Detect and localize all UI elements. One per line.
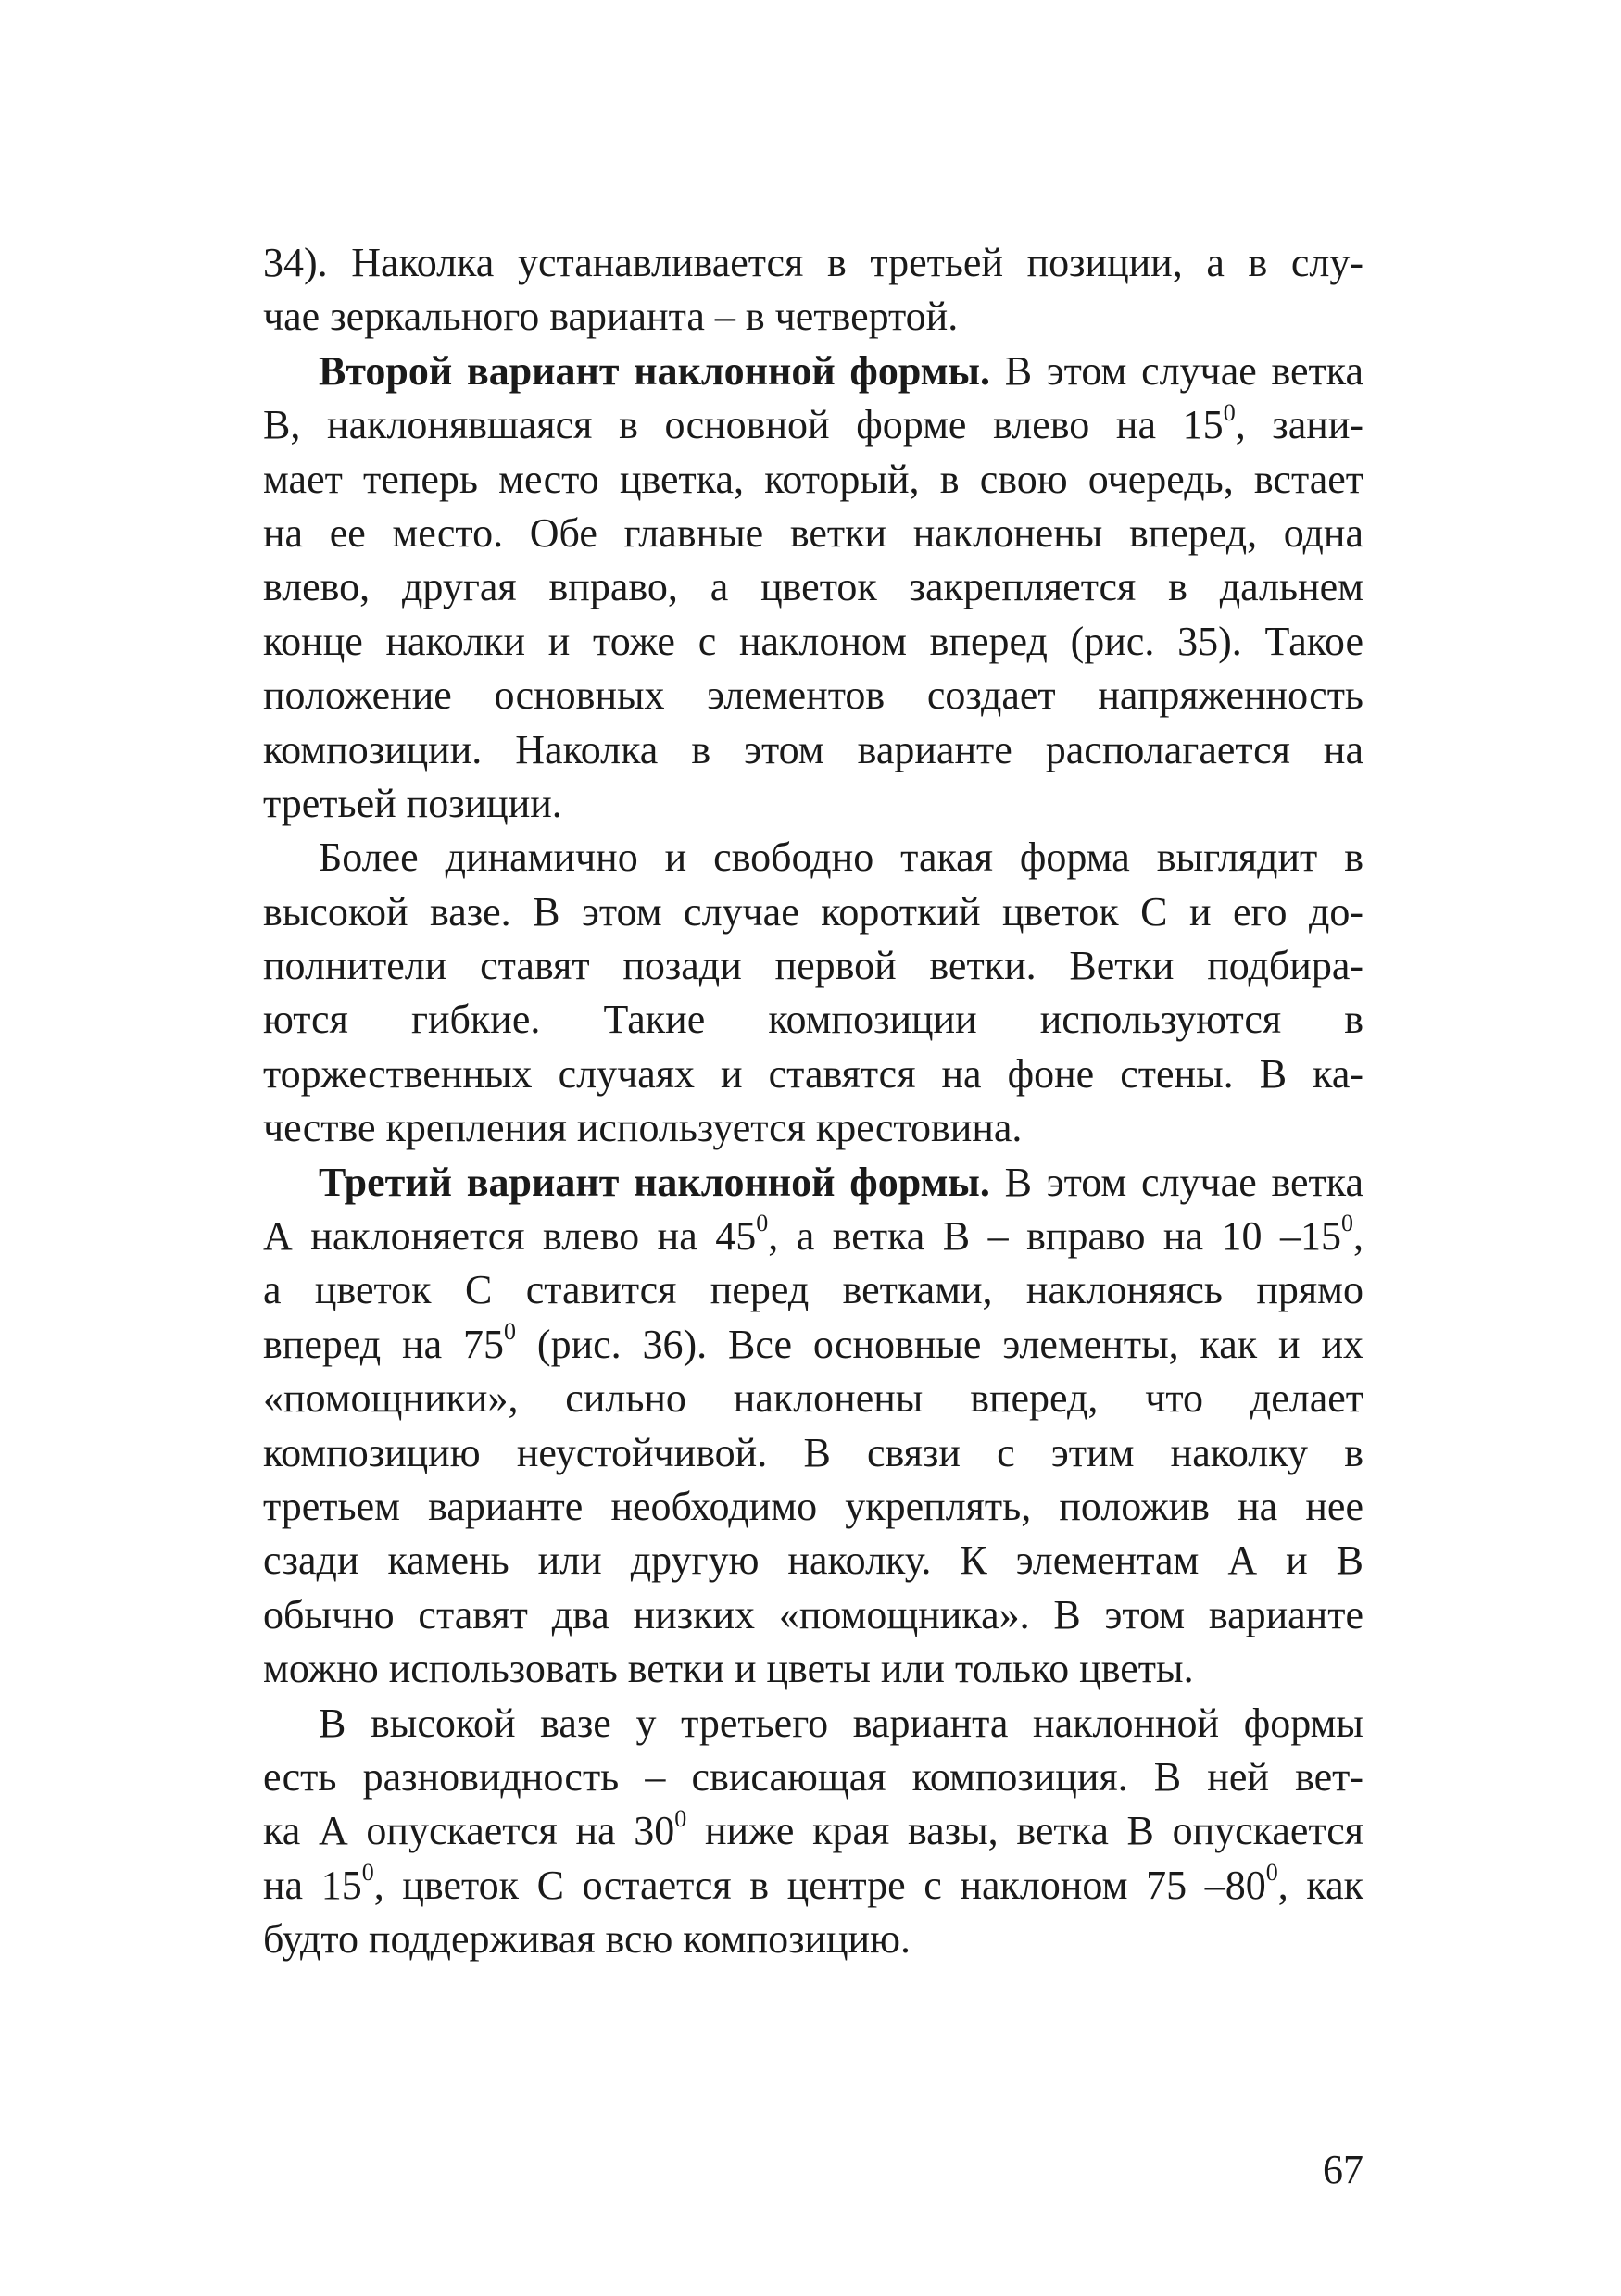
text-line: а цветок С ставится перед ветками, наклоняясь прямо xyxy=(263,1267,1363,1313)
text-fragment: В этом случае ветка xyxy=(989,347,1363,394)
text-line: ются гибкие. Такие композиции используются в xyxy=(263,997,1363,1043)
text-line xyxy=(263,398,1363,452)
body-text xyxy=(263,236,1363,1967)
text-line: мает теперь место цветка, который, в свою очередь, встает xyxy=(263,456,1363,502)
text-line: обычно ставят два низких «помощника». В этом варианте xyxy=(263,1591,1363,1637)
text-line xyxy=(263,1859,1363,1913)
text-fragment: А наклоняется влево на 45 xyxy=(263,1213,757,1260)
text-fragment: , а ветка В – вправо на 10 –15 xyxy=(768,1213,1342,1260)
text-line: положение основных элементов создает напряженность xyxy=(263,672,1363,719)
text-line: «помощники», сильно наклонены вперед, что делает xyxy=(263,1375,1363,1422)
text-line: честве крепления используется крестовина. xyxy=(263,1105,1023,1151)
text-line: В высокой вазе у третьего варианта наклонной формы xyxy=(319,1700,1363,1746)
section-heading: Второй вариант наклонной формы. xyxy=(319,347,990,394)
text-fragment: вперед на 75 xyxy=(263,1321,505,1367)
degree-mark: 0 xyxy=(361,1859,374,1887)
text-fragment: на 15 xyxy=(263,1862,362,1908)
text-line: конце наколки и тоже с наклоном вперед (рис. 35). Такое xyxy=(263,618,1363,664)
text-line: третьем варианте необходимо укреплять, положив на нее xyxy=(263,1483,1363,1529)
text-line xyxy=(263,1804,1363,1858)
text-line: композиции. Наколка в этом варианте располагается на xyxy=(263,726,1363,772)
page-number: 67 xyxy=(1323,2147,1363,2192)
text-line: есть разновидность – свисающая композиция. В ней вет- xyxy=(263,1753,1363,1800)
text-line: на ее место. Обе главные ветки наклонены вперед, одна xyxy=(263,509,1363,556)
text-line: полнители ставят позади первой ветки. Ветки подбира- xyxy=(263,943,1363,989)
degree-mark: 0 xyxy=(1341,1210,1354,1237)
degree-mark: 0 xyxy=(1223,398,1236,426)
degree-mark: 0 xyxy=(1265,1859,1278,1887)
text-fragment: , зани- xyxy=(1235,402,1364,448)
text-fragment: , xyxy=(1353,1213,1364,1260)
text-line: 34). Наколка устанавливается в третьей позиции, а в слу- xyxy=(263,240,1363,285)
text-fragment: В, наклонявшаяся в основной форме влево на 15 xyxy=(263,402,1224,448)
text-line: композицию неустойчивой. В связи с этим наколку в xyxy=(263,1429,1363,1475)
text-line xyxy=(263,1156,1363,1210)
text-fragment: , цветок С остается в центре с наклоном 75 –80 xyxy=(373,1862,1266,1908)
text-line: торжественных случаях и ставятся на фоне стены. В ка- xyxy=(263,1050,1363,1097)
text-fragment: , как xyxy=(1277,1862,1364,1908)
text-line: сзади камень или другую наколку. К элементам А и В xyxy=(263,1537,1363,1584)
text-line: можно использовать ветки и цветы или только цветы. xyxy=(263,1646,1194,1692)
degree-mark: 0 xyxy=(504,1318,517,1346)
text-line: высокой вазе. В этом случае короткий цветок С и его до- xyxy=(263,888,1363,935)
section-heading: Третий вариант наклонной формы. xyxy=(319,1159,990,1205)
text-line: третьей позиции. xyxy=(263,780,562,826)
degree-mark: 0 xyxy=(674,1804,687,1832)
text-fragment: ка А опускается на 30 xyxy=(263,1808,675,1854)
text-line xyxy=(263,1318,1363,1372)
text-line: Более динамично и свободно такая форма выглядит в xyxy=(319,834,1363,881)
text-line: будто поддерживая всю композицию. xyxy=(263,1916,911,1963)
text-line: влево, другая вправо, а цветок закрепляется в дальнем xyxy=(263,564,1363,610)
text-line xyxy=(263,345,1363,398)
text-fragment: В этом случае ветка xyxy=(989,1159,1363,1205)
text-line: чае зеркального варианта – в четвертой. xyxy=(263,294,959,340)
text-fragment: ниже края вазы, ветка В опускается xyxy=(686,1808,1363,1854)
degree-mark: 0 xyxy=(756,1210,769,1237)
text-line xyxy=(263,1210,1363,1263)
text-fragment: (рис. 36). Все основные элементы, как и их xyxy=(516,1321,1363,1367)
